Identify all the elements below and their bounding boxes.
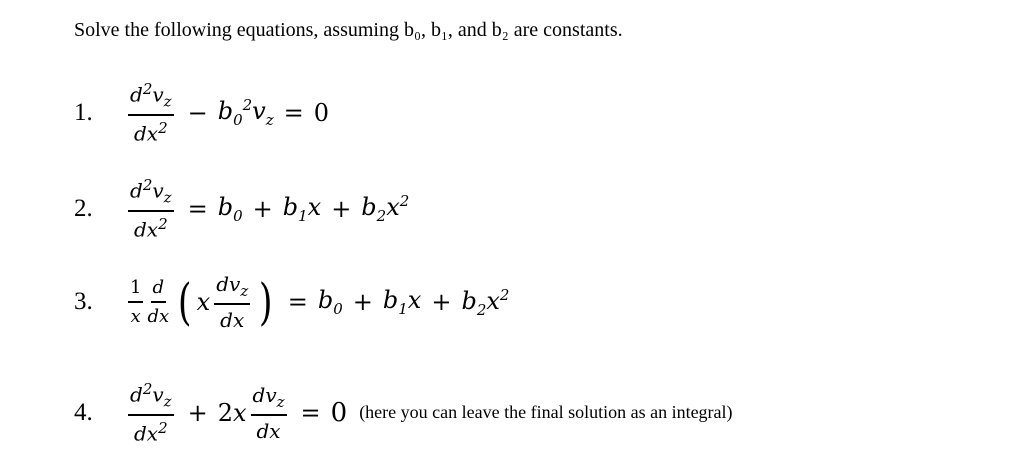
problem-statement: Solve the following equations, assuming b₀, b₁, and b₂ are constants. — [74, 19, 623, 41]
equation-math: $\frac{d^2v_z}{dx^2}$ + 2x $\frac{dv_z}{dx}$ = 0 — [130, 380, 348, 446]
equation-4 — [74, 380, 733, 445]
equation-2 — [74, 176, 409, 241]
equation-number: 1. — [74, 98, 93, 126]
equation-number: 4. — [74, 398, 93, 426]
equation-note: (here you can leave the final solution as an integral) — [359, 402, 733, 423]
equation-math: $\frac{d^2v_z}{dx^2}$ = $b_0$ + $b_1x$ + $b_2x^2$ — [130, 176, 410, 242]
equation-number: 2. — [74, 194, 93, 222]
equation-1 — [74, 80, 329, 145]
equation-number: 3. — [74, 288, 93, 315]
equation-math: $\frac{1}{x}$ $\frac{d}{dx}$ ( x $\frac{dv_z}{dx}$ ) = $b_0$ + $b_1x$ + $b_2x^2$ — [130, 272, 510, 332]
equation-math: $\frac{d^2v_z}{dx^2}$ − $b_0^2v_z$ = 0 — [130, 80, 330, 146]
equation-3 — [74, 272, 509, 332]
